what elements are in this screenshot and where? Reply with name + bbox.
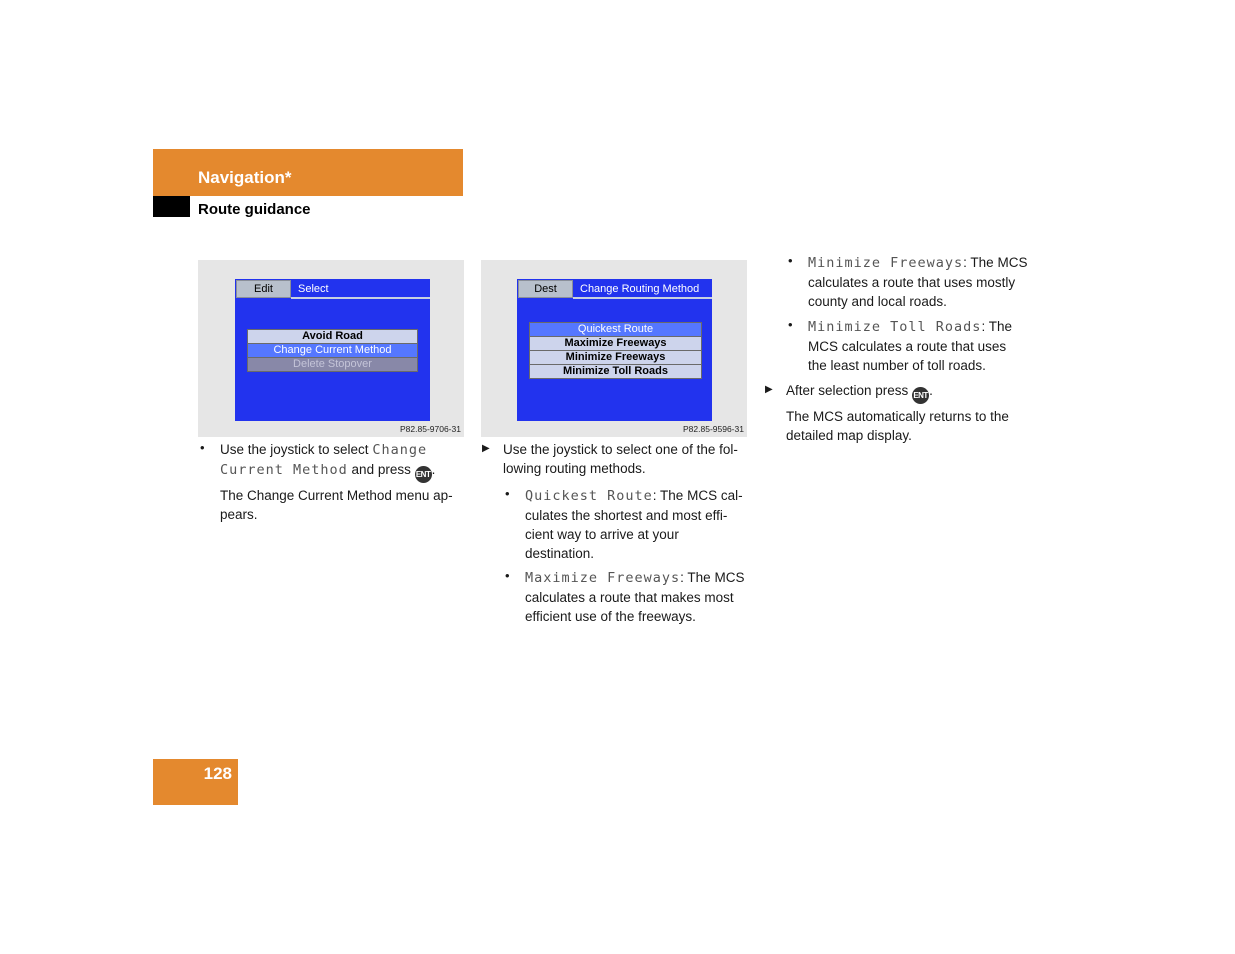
col3-bullet-minimize-freeways: Minimize Freeways: The MCS calculates a route that uses mostly county and local roads. — [808, 255, 1028, 309]
col2-bullet-maximize: Maximize Freeways: The MCS calculates a route that makes most efficient use of the freeways. — [525, 570, 745, 624]
tab-edit[interactable]: Edit — [236, 280, 291, 298]
menu-item-quickest-route[interactable]: Quickest Route — [529, 322, 702, 337]
screenshot-2 — [481, 260, 747, 437]
display-screen — [517, 279, 712, 421]
menu-item-avoid-road[interactable]: Avoid Road — [247, 329, 418, 344]
ent-button-icon: ENT — [912, 387, 929, 404]
menu-item-minimize-toll-roads[interactable]: Minimize Toll Roads — [529, 364, 702, 379]
bullet-icon: • — [200, 440, 205, 455]
subsection-title: Route guidance — [198, 201, 311, 218]
col1-bullet: Use the joystick to select Change Current Method and press ENT. — [220, 440, 470, 483]
menu-item-minimize-freeways[interactable]: Minimize Freeways — [529, 350, 702, 365]
col1-paragraph: The Change Current Method menu ap- pears. — [220, 488, 453, 522]
figure-id: P82.85-9596-31 — [683, 424, 744, 434]
col3-bullet-minimize-toll: Minimize Toll Roads: The MCS calculates a route that uses the least number of toll roads. — [808, 319, 1012, 373]
bullet-icon: • — [505, 486, 510, 501]
menu-item-maximize-freeways[interactable]: Maximize Freeways — [529, 336, 702, 351]
tab-change-routing-method[interactable]: Change Routing Method — [580, 283, 700, 295]
menu-item-change-current-method[interactable]: Change Current Method — [247, 343, 418, 358]
col2-step: Use the joystick to select one of the fol- lowing routing methods. — [503, 442, 738, 476]
subsection-marker — [153, 196, 190, 217]
tab-underline — [573, 297, 712, 299]
page-number-box — [153, 759, 238, 805]
bullet-icon: • — [788, 317, 793, 332]
screenshot-1 — [198, 260, 464, 437]
ent-button-icon: ENT — [415, 466, 432, 483]
bullet-icon: • — [788, 253, 793, 268]
col3-paragraph: The MCS automatically returns to the detailed map display. — [786, 409, 1009, 443]
page-number: 128 — [203, 764, 232, 783]
col3-step: After selection press ENT. — [786, 381, 1036, 404]
figure-id: P82.85-9706-31 — [400, 424, 461, 434]
bullet-icon: • — [505, 568, 510, 583]
section-title: Navigation* — [198, 168, 292, 187]
col2-bullet-quickest: Quickest Route: The MCS cal- culates the shortest and most effi- cient way to arrive at your destination. — [525, 488, 743, 561]
tab-select[interactable]: Select — [298, 283, 329, 295]
tab-underline — [291, 297, 430, 299]
menu-item-delete-stopover: Delete Stopover — [247, 357, 418, 372]
tab-dest[interactable]: Dest — [518, 280, 573, 298]
step-arrow-icon: ▶ — [765, 384, 773, 395]
display-screen — [235, 279, 430, 421]
step-arrow-icon: ▶ — [482, 443, 490, 454]
